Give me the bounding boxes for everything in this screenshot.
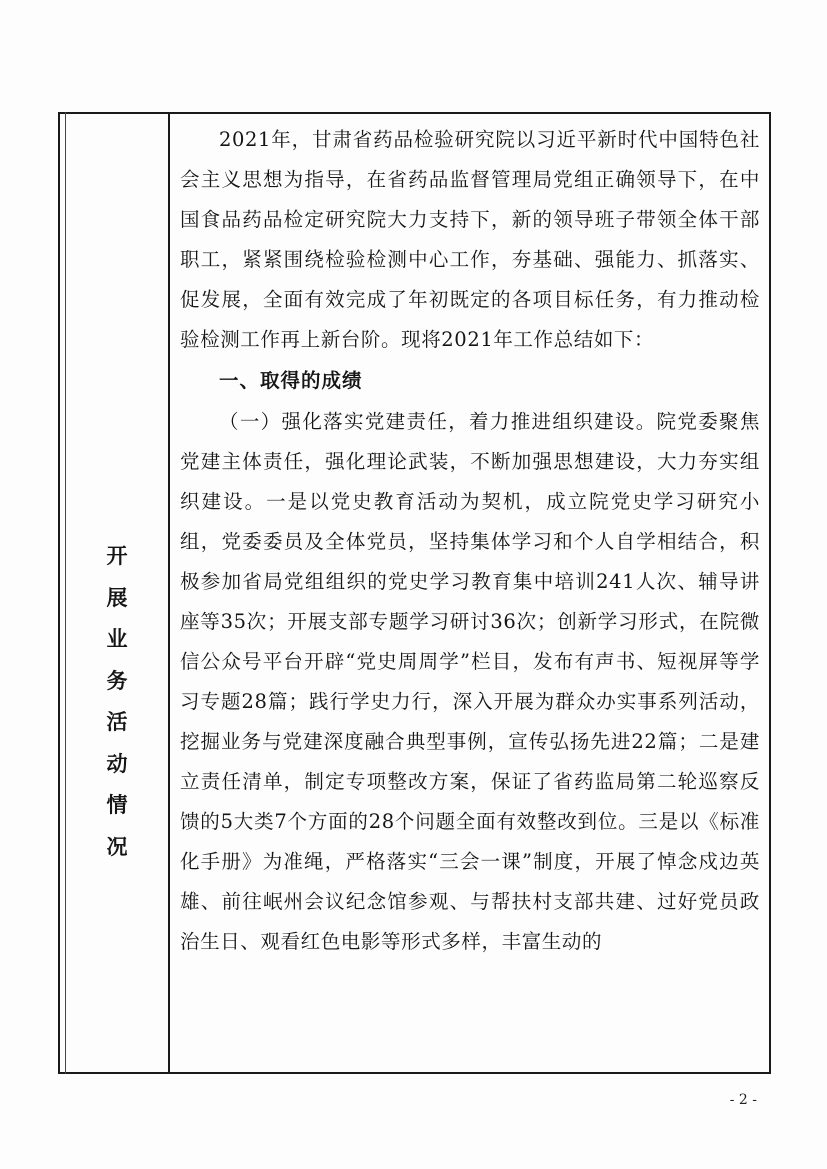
- page-number: - 2 -: [729, 1092, 757, 1108]
- row-label-char: 动: [106, 751, 128, 776]
- row-label-vertical-text: [66, 536, 168, 868]
- row-label-char: 务: [106, 668, 128, 693]
- row-label-char: 展: [106, 585, 128, 610]
- row-label-char: 业: [106, 627, 128, 651]
- row-label-char: 情: [106, 793, 128, 817]
- content-cell: [180, 120, 760, 962]
- item-one-paragraph: （一）强化落实党建责任，着力推进组织建设。院党委聚焦党建主体责任，强化理论武装，不断加强思想建设，大力夯实组织建设。一是以党史教育活动为契机，成立院党史学习研究小组，党委委员及全体党员，坚持集体学习和个人自学相结合，积极参加省局党组组织的党史学习教育集中培训241人次、辅导讲座等35次；开展支部专题学习研讨36次；创新学习形式，在院微信公众号平台开辟“党史周周学”栏目，发布有声书、短视屏等学习专题28篇；践行学史力行，深入开展为群众办实事系列活动，挖掘业务与党建深度融合典型事例，宣传弘扬先进22篇；二是建立责任清单，制定专项整改方案，保证了省药监局第二轮巡察反馈的5大类7个方面的28个问题全面有效整改到位。三是以《标准化手册》为准绳，严格落实“三会一课”制度，开展了悼念戍边英雄、前往岷州会议纪念馆参观、与帮扶村支部共建、过好党员政治生日、观看红色电影等形式多样，丰富生动的: [180, 410, 760, 953]
- row-label-cell: [66, 112, 168, 1074]
- row-label-char: 开: [106, 544, 128, 568]
- row-label-char: 活: [106, 710, 128, 734]
- row-label-char: 况: [106, 834, 128, 859]
- intro-paragraph: 2021年，甘肃省药品检验研究院以习近平新时代中国特色社会主义思想为指导，在省药品监督管理局党组正确领导下，在中国食品药品检定研究院大力支持下，新的领导班子带领全体干部职工，紧紧围绕检验检测中心工作，夯基础、强能力、抓落实、促发展，全面有效完成了年初既定的各项目标任务，有力推动检验检测工作再上新台阶。现将2021年工作总结如下：: [180, 128, 760, 351]
- column-divider: [168, 112, 170, 1074]
- section-heading: 一、取得的成绩: [219, 369, 363, 392]
